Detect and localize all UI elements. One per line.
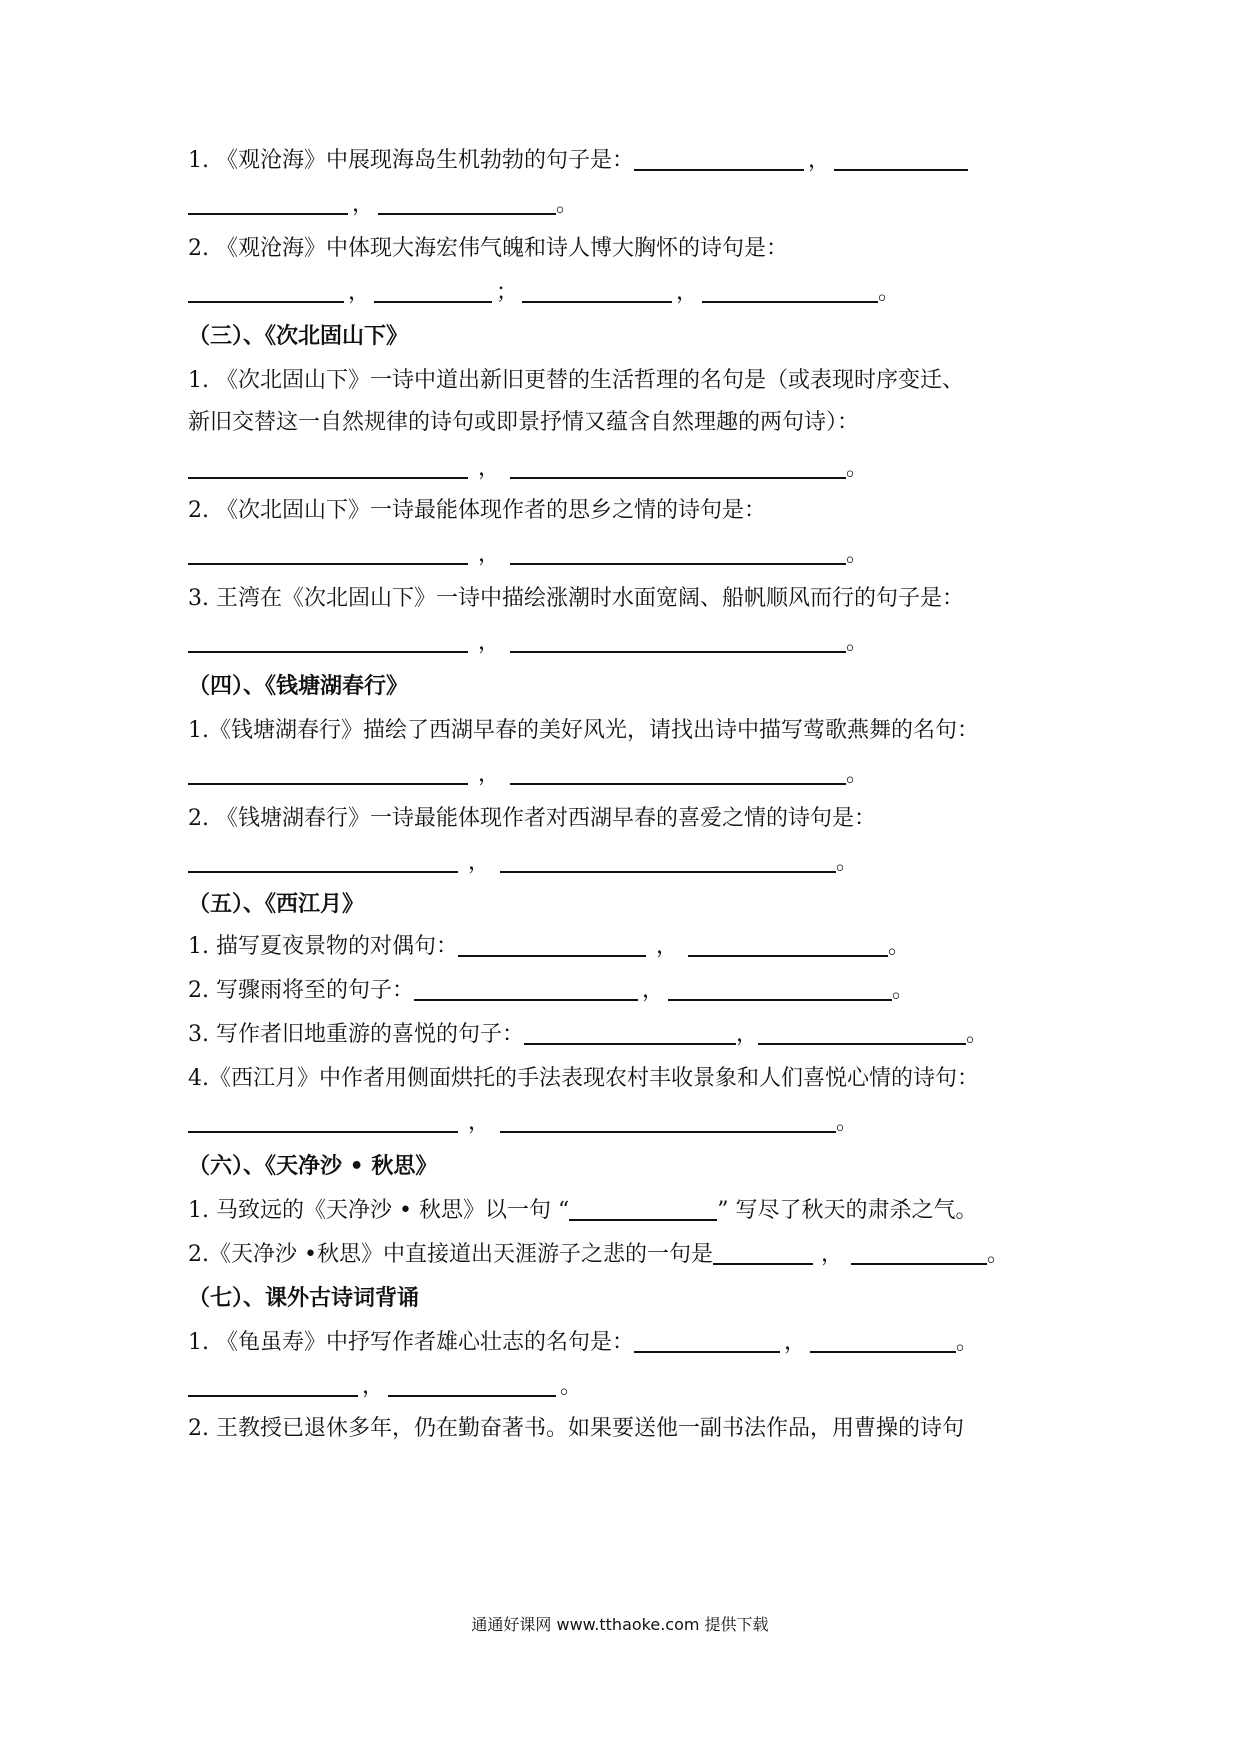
question-line: 1. 《次北固山下》一诗中道出新旧更替的生活哲理的名句是（或表现时序变迁、: [188, 368, 964, 393]
section-heading: （三）、《次北固山下》: [188, 324, 409, 349]
answer-line: ， 。: [188, 1372, 1068, 1402]
question-line: 4.《西江月》中作者用侧面烘托的手法表现农村丰收景象和人们喜悦心情的诗句：: [188, 1066, 979, 1091]
answer-blank[interactable]: [758, 1021, 966, 1045]
section-heading: （五）、《西江月》: [188, 892, 365, 917]
answer-blank[interactable]: [510, 455, 846, 479]
answer-blank[interactable]: [188, 279, 344, 303]
answer-blank[interactable]: [388, 1373, 556, 1397]
answer-blank[interactable]: [510, 761, 846, 785]
question-line: 2. 《钱塘湖春行》一诗最能体现作者对西湖早春的喜爱之情的诗句是：: [188, 806, 876, 831]
answer-blank[interactable]: [702, 279, 878, 303]
answer-line: ， ； ， 。: [188, 278, 1068, 308]
answer-line: ， 。: [188, 760, 1068, 790]
answer-line: ， 。: [188, 848, 1068, 878]
question-line: 新旧交替这一自然规律的诗句或即景抒情又蕴含自然理趣的两句诗）：: [188, 410, 860, 435]
question-line: 2. 《次北固山下》一诗最能体现作者的思乡之情的诗句是：: [188, 498, 766, 523]
answer-blank[interactable]: [810, 1329, 956, 1353]
answer-blank[interactable]: [458, 933, 646, 957]
answer-blank[interactable]: [634, 147, 804, 171]
answer-blank[interactable]: [834, 147, 968, 171]
answer-blank[interactable]: [500, 1109, 836, 1133]
answer-blank[interactable]: [522, 279, 672, 303]
section-heading: （四）、《钱塘湖春行》: [188, 674, 409, 699]
answer-blank[interactable]: [713, 1241, 813, 1265]
question-line: 2.《天净沙 •秋思》中直接道出天涯游子之悲的一句是 ， 。: [188, 1242, 1009, 1267]
section-heading: （七）、课外古诗词背诵: [188, 1286, 420, 1311]
question-line: 1. 马致远的《天净沙 • 秋思》以一句 “ ” 写尽了秋天的肃杀之气。: [188, 1198, 978, 1223]
question-line: 2. 王教授已退休多年，仍在勤奋著书。如果要送他一副书法作品，用曹操的诗句: [188, 1416, 964, 1441]
question-line: 1. 《观沧海》中展现海岛生机勃勃的句子是： ，: [188, 146, 1068, 176]
answer-blank[interactable]: [188, 1109, 458, 1133]
answer-blank[interactable]: [510, 629, 846, 653]
answer-blank[interactable]: [188, 761, 468, 785]
answer-line: ， 。: [188, 628, 1068, 658]
answer-blank[interactable]: [668, 977, 892, 1001]
answer-blank[interactable]: [500, 849, 836, 873]
answer-line: ， 。: [188, 190, 1068, 220]
answer-blank[interactable]: [688, 933, 888, 957]
answer-line: ， 。: [188, 1108, 1068, 1138]
page-footer: 通通好课网 www.tthaoke.com 提供下载: [471, 1615, 769, 1634]
answer-blank[interactable]: [851, 1241, 987, 1265]
question-line: 2. 写骤雨将至的句子： ， 。: [188, 978, 915, 1003]
answer-blank[interactable]: [188, 455, 468, 479]
question-line: 3. 写作者旧地重游的喜悦的句子： ， 。: [188, 1022, 989, 1047]
question-line: 1. 《龟虽寿》中抒写作者雄心壮志的名句是： ， 。: [188, 1330, 979, 1355]
question-line: 1. 描写夏夜景物的对偶句： ， 。: [188, 934, 911, 959]
answer-line: ， 。: [188, 540, 1068, 570]
answer-blank[interactable]: [414, 977, 638, 1001]
answer-blank[interactable]: [188, 629, 468, 653]
answer-blank[interactable]: [510, 541, 846, 565]
answer-blank[interactable]: [188, 1373, 358, 1397]
answer-blank[interactable]: [188, 541, 468, 565]
answer-blank[interactable]: [634, 1329, 780, 1353]
question-line: 1.《钱塘湖春行》描绘了西湖早春的美好风光，请找出诗中描写莺歌燕舞的名句：: [188, 718, 979, 743]
answer-blank[interactable]: [378, 191, 556, 215]
answer-line: ， 。: [188, 454, 1068, 484]
answer-blank[interactable]: [188, 191, 348, 215]
answer-blank[interactable]: [569, 1197, 717, 1221]
section-heading: （六）、《天净沙 • 秋思》: [188, 1154, 438, 1179]
question-line: 2. 《观沧海》中体现大海宏伟气魄和诗人博大胸怀的诗句是：: [188, 236, 788, 261]
answer-blank[interactable]: [188, 849, 458, 873]
answer-blank[interactable]: [524, 1021, 736, 1045]
answer-blank[interactable]: [374, 279, 492, 303]
question-line: 3. 王湾在《次北固山下》一诗中描绘涨潮时水面宽阔、船帆顺风而行的句子是：: [188, 586, 964, 611]
